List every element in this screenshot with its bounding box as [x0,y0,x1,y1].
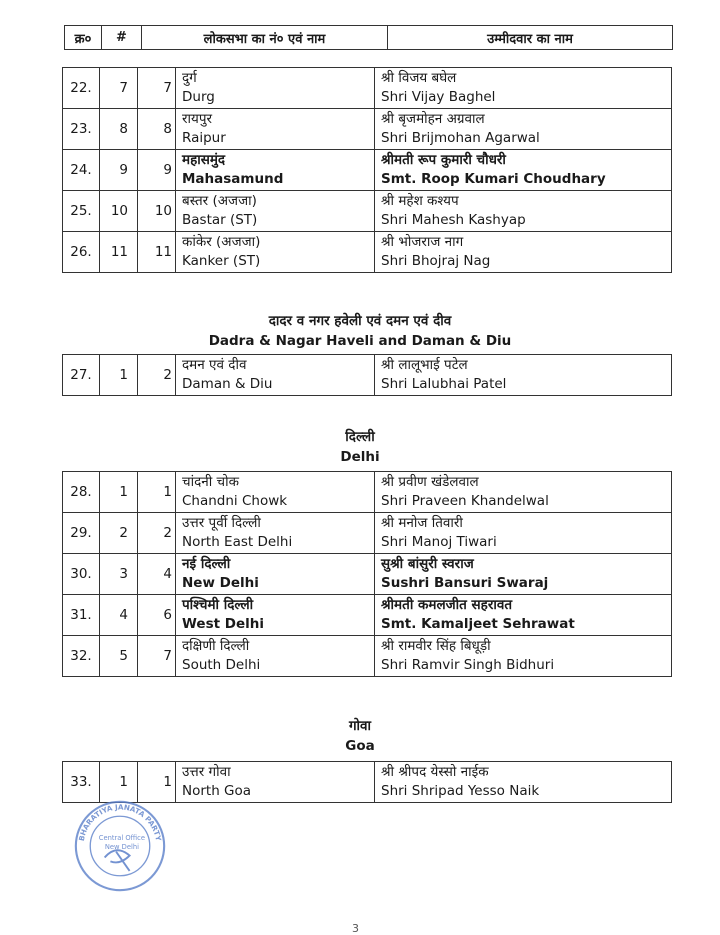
table-row [63,595,672,636]
serial-number: 29. [63,513,100,554]
constituency-english: Bastar (ST) [182,212,258,228]
constituency-english: North Goa [182,783,252,799]
section-title-english: Dadra & Nagar Haveli and Daman & Diu [208,333,512,349]
candidate-name [375,513,672,554]
candidate-english: Shri Shripad Yesso Naik [381,783,540,799]
section-heading-delhi [0,427,720,465]
candidate-hindi: श्री बृजमोहन अग्रवाल [381,111,485,127]
column-header-table [64,25,673,50]
candidate-hindi: श्री लालूभाई पटेल [381,357,468,373]
table-row [63,150,672,191]
constituency-english: Raipur [182,130,226,146]
constituency-number: 7 [138,68,176,109]
constituency-number: 7 [138,636,176,677]
state-index: 11 [100,232,138,273]
constituency-number: 1 [138,472,176,513]
candidate-hindi: श्री मनोज तिवारी [381,515,463,531]
constituency-hindi: महासमुंद [182,152,226,168]
constituency-hindi: दुर्ग [182,70,197,86]
candidate-english: Shri Mahesh Kashyap [381,212,526,228]
candidate-name [375,595,672,636]
constituency-number: 1 [138,762,176,803]
constituency-name [176,762,375,803]
state-index: 2 [100,513,138,554]
constituency-name [176,355,375,396]
section-heading-goa [0,716,720,754]
constituency-english: South Delhi [182,657,261,673]
candidate-hindi: श्रीमती रूप कुमारी चौधरी [381,152,506,168]
constituency-hindi: उत्तर गोवा [182,764,231,780]
constituency-number: 4 [138,554,176,595]
state-index: 5 [100,636,138,677]
delhi-table [62,471,672,677]
seal-text-city: New Delhi [104,842,139,851]
constituency-english: Durg [182,89,215,105]
table-row [63,68,672,109]
constituency-name [176,191,375,232]
candidate-hindi: श्री भोजराज नाग [381,234,464,250]
table-row [63,109,672,150]
candidate-english: Shri Brijmohan Agarwal [381,130,540,146]
seal-text-office: Central Office [98,834,146,843]
state-index: 7 [100,68,138,109]
constituency-name [176,636,375,677]
candidate-hindi: सुश्री बांसुरी स्वराज [381,556,474,572]
constituency-hindi: नई दिल्ली [182,556,231,572]
constituency-english: Chandni Chowk [182,493,288,509]
table-row [63,513,672,554]
constituency-name [176,513,375,554]
serial-number: 22. [63,68,100,109]
candidate-name [375,762,672,803]
candidate-name [375,68,672,109]
header-constituency: लोकसभा का नं० एवं नाम [142,26,388,50]
constituency-name [176,68,375,109]
constituency-number: 11 [138,232,176,273]
candidate-hindi: श्री महेश कश्यप [381,193,459,209]
candidate-hindi: श्री प्रवीण खंडेलवाल [381,474,479,490]
serial-number: 23. [63,109,100,150]
constituency-hindi: उत्तर पूर्वी दिल्ली [182,515,261,531]
state-index: 4 [100,595,138,636]
seal-ring-text: BHARATIYA JANATA PARTY [76,802,164,842]
constituency-name [176,109,375,150]
constituency-english: North East Delhi [182,534,293,550]
constituency-name [176,554,375,595]
serial-number: 32. [63,636,100,677]
header-sn: क्र० [65,26,102,50]
section-title-english: Goa [345,738,375,754]
party-seal-stamp [72,798,168,894]
constituency-number: 9 [138,150,176,191]
goa-table [62,761,672,803]
constituency-hindi: दमन एवं दीव [182,357,247,373]
chhattisgarh-table [62,67,672,273]
candidate-name [375,109,672,150]
constituency-hindi: बस्तर (अजजा) [182,193,257,209]
serial-number: 24. [63,150,100,191]
constituency-hindi: चांदनी चोक [182,474,239,490]
table-row [63,554,672,595]
candidate-name [375,191,672,232]
constituency-hindi: दक्षिणी दिल्ली [182,638,250,654]
candidate-english: Shri Vijay Baghel [381,89,496,105]
state-index: 1 [100,355,138,396]
candidate-english: Smt. Roop Kumari Choudhary [381,171,606,187]
serial-number: 27. [63,355,100,396]
constituency-name [176,472,375,513]
section-title-hindi: दिल्ली [345,429,375,445]
serial-number: 30. [63,554,100,595]
section-heading-dnh [0,311,720,349]
constituency-english: Daman & Diu [182,376,273,392]
constituency-hindi: पश्चिमी दिल्ली [182,597,254,613]
constituency-hindi: रायपुर [182,111,213,127]
section-title-hindi: दादर व नगर हवेली एवं दमन एवं दीव [268,313,452,329]
state-index: 1 [100,762,138,803]
constituency-name [176,232,375,273]
header-candidate: उम्मीदवार का नाम [388,26,673,50]
candidate-name [375,472,672,513]
candidate-english: Shri Bhojraj Nag [381,253,491,269]
serial-number: 33. [63,762,100,803]
candidate-name [375,150,672,191]
constituency-english: New Delhi [182,575,259,591]
candidate-name [375,636,672,677]
state-index: 3 [100,554,138,595]
constituency-number: 2 [138,513,176,554]
constituency-name [176,595,375,636]
state-index: 8 [100,109,138,150]
serial-number: 26. [63,232,100,273]
candidate-english: Smt. Kamaljeet Sehrawat [381,616,575,632]
dnh-table [62,354,672,396]
table-row [63,355,672,396]
table-row [63,472,672,513]
constituency-english: Mahasamund [182,171,284,187]
constituency-english: West Delhi [182,616,264,632]
state-index: 1 [100,472,138,513]
candidate-hindi: श्रीमती कमलजीत सहरावत [381,597,513,613]
table-row [63,232,672,273]
constituency-number: 8 [138,109,176,150]
constituency-hindi: कांकेर (अजजा) [182,234,261,250]
section-title-english: Delhi [340,449,380,465]
state-index: 9 [100,150,138,191]
candidate-name [375,554,672,595]
page-number: 3 [352,922,359,935]
header-hash: # [102,26,142,50]
candidate-english: Shri Ramvir Singh Bidhuri [381,657,555,673]
candidate-hindi: श्री श्रीपद येस्सो नाईक [381,764,489,780]
candidate-english: Sushri Bansuri Swaraj [381,575,549,591]
candidate-hindi: श्री रामवीर सिंह बिधूड़ी [381,638,491,654]
constituency-english: Kanker (ST) [182,253,261,269]
section-title-hindi: गोवा [348,718,372,734]
table-row [63,191,672,232]
candidate-english: Shri Manoj Tiwari [381,534,497,550]
candidate-english: Shri Lalubhai Patel [381,376,507,392]
constituency-number: 6 [138,595,176,636]
serial-number: 31. [63,595,100,636]
candidate-name [375,232,672,273]
candidate-hindi: श्री विजय बघेल [381,70,457,86]
seal-lotus-mark [105,850,130,871]
constituency-number: 10 [138,191,176,232]
serial-number: 25. [63,191,100,232]
constituency-name [176,150,375,191]
candidate-english: Shri Praveen Khandelwal [381,493,549,509]
serial-number: 28. [63,472,100,513]
state-index: 10 [100,191,138,232]
candidate-name [375,355,672,396]
table-row [63,636,672,677]
table-row [63,762,672,803]
constituency-number: 2 [138,355,176,396]
